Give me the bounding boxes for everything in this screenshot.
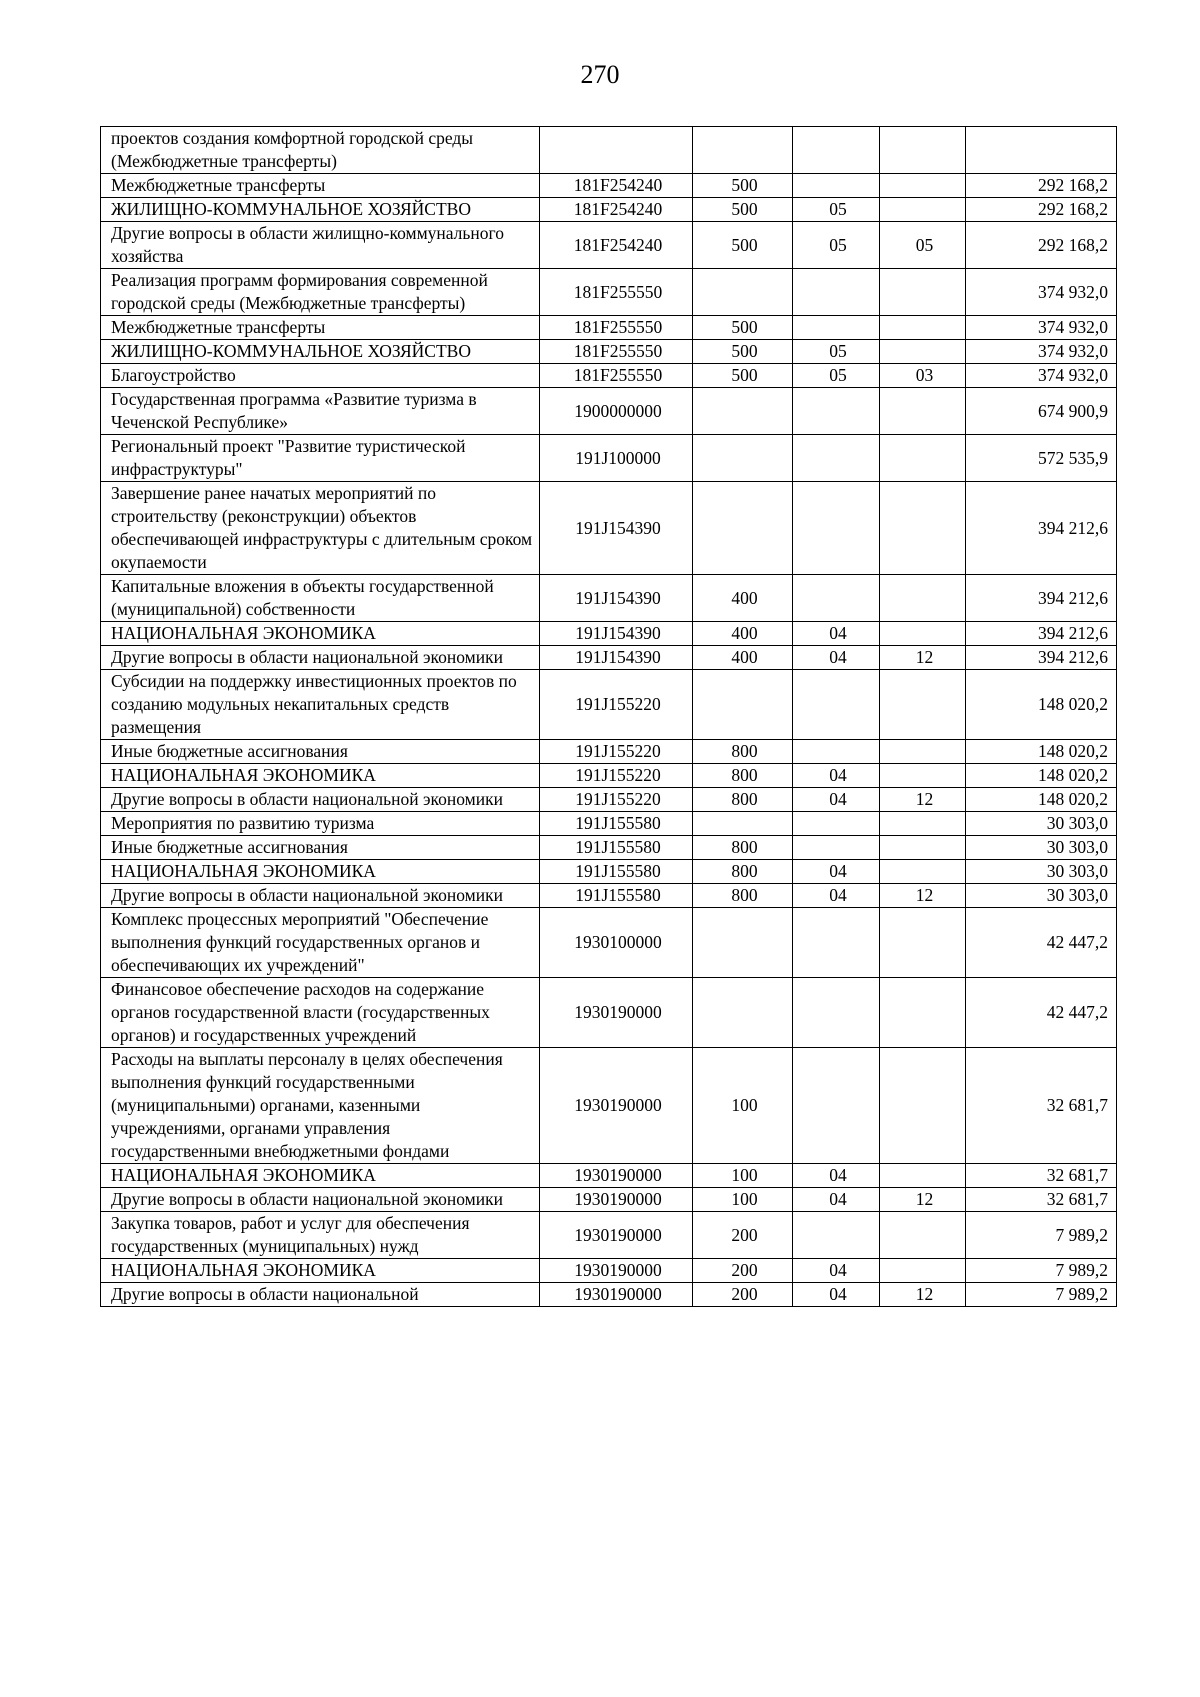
table-row bbox=[101, 198, 1117, 222]
row-pr bbox=[880, 482, 966, 575]
row-pr bbox=[880, 198, 966, 222]
row-vr bbox=[693, 978, 793, 1048]
row-vr bbox=[693, 812, 793, 836]
table-row bbox=[101, 222, 1117, 269]
row-code: 1930190000 bbox=[540, 1212, 693, 1259]
row-vr: 800 bbox=[693, 836, 793, 860]
row-rz bbox=[793, 740, 880, 764]
row-pr: 12 bbox=[880, 646, 966, 670]
row-sum: 32 681,7 bbox=[966, 1048, 1117, 1164]
row-pr bbox=[880, 836, 966, 860]
row-rz bbox=[793, 127, 880, 174]
row-sum: 394 212,6 bbox=[966, 622, 1117, 646]
row-sum: 572 535,9 bbox=[966, 435, 1117, 482]
row-pr bbox=[880, 1212, 966, 1259]
row-sum: 42 447,2 bbox=[966, 978, 1117, 1048]
row-sum: 7 989,2 bbox=[966, 1259, 1117, 1283]
row-sum: 7 989,2 bbox=[966, 1283, 1117, 1307]
row-vr: 800 bbox=[693, 788, 793, 812]
row-code: 181F254240 bbox=[540, 174, 693, 198]
row-sum: 148 020,2 bbox=[966, 788, 1117, 812]
row-code: 191J154390 bbox=[540, 482, 693, 575]
row-name: Другие вопросы в области жилищно-коммунального хозяйства bbox=[101, 222, 540, 269]
row-code: 181F254240 bbox=[540, 222, 693, 269]
row-rz: 05 bbox=[793, 198, 880, 222]
table-row bbox=[101, 174, 1117, 198]
row-vr bbox=[693, 269, 793, 316]
row-pr bbox=[880, 670, 966, 740]
table-row bbox=[101, 740, 1117, 764]
row-rz bbox=[793, 482, 880, 575]
row-vr: 500 bbox=[693, 364, 793, 388]
row-name: Реализация программ формирования современной городской среды (Межбюджетные трансферты) bbox=[101, 269, 540, 316]
row-rz: 05 bbox=[793, 340, 880, 364]
row-name: НАЦИОНАЛЬНАЯ ЭКОНОМИКА bbox=[101, 1259, 540, 1283]
row-name: Комплекс процессных мероприятий "Обеспечение выполнения функций государственных органов и обеспечивающих их учреждений" bbox=[101, 908, 540, 978]
row-vr: 800 bbox=[693, 860, 793, 884]
budget-table bbox=[100, 126, 1117, 1307]
row-pr bbox=[880, 174, 966, 198]
row-sum: 374 932,0 bbox=[966, 269, 1117, 316]
row-name: НАЦИОНАЛЬНАЯ ЭКОНОМИКА bbox=[101, 860, 540, 884]
page-number: 270 bbox=[580, 60, 620, 89]
row-rz: 05 bbox=[793, 222, 880, 269]
row-code: 181F255550 bbox=[540, 269, 693, 316]
row-name: Другие вопросы в области национальной экономики bbox=[101, 646, 540, 670]
row-pr bbox=[880, 764, 966, 788]
row-name: НАЦИОНАЛЬНАЯ ЭКОНОМИКА bbox=[101, 622, 540, 646]
row-rz: 04 bbox=[793, 622, 880, 646]
row-code: 181F255550 bbox=[540, 340, 693, 364]
row-rz bbox=[793, 316, 880, 340]
row-sum: 148 020,2 bbox=[966, 764, 1117, 788]
row-name: ЖИЛИЩНО-КОММУНАЛЬНОЕ ХОЗЯЙСТВО bbox=[101, 340, 540, 364]
row-code: 191J155580 bbox=[540, 812, 693, 836]
row-vr: 500 bbox=[693, 316, 793, 340]
row-code: 1930190000 bbox=[540, 1283, 693, 1307]
row-vr: 400 bbox=[693, 575, 793, 622]
row-sum: 30 303,0 bbox=[966, 884, 1117, 908]
row-rz bbox=[793, 836, 880, 860]
row-name: Региональный проект "Развитие туристической инфраструктуры" bbox=[101, 435, 540, 482]
row-vr: 200 bbox=[693, 1212, 793, 1259]
row-vr bbox=[693, 482, 793, 575]
row-vr: 800 bbox=[693, 740, 793, 764]
table-row bbox=[101, 670, 1117, 740]
row-pr: 12 bbox=[880, 1188, 966, 1212]
row-pr bbox=[880, 740, 966, 764]
row-name: Капитальные вложения в объекты государственной (муниципальной) собственности bbox=[101, 575, 540, 622]
row-sum: 674 900,9 bbox=[966, 388, 1117, 435]
row-vr: 400 bbox=[693, 646, 793, 670]
row-rz bbox=[793, 1048, 880, 1164]
row-sum: 394 212,6 bbox=[966, 575, 1117, 622]
table-row bbox=[101, 812, 1117, 836]
row-code: 191J155580 bbox=[540, 836, 693, 860]
table-row bbox=[101, 1283, 1117, 1307]
row-rz: 05 bbox=[793, 364, 880, 388]
row-name: ЖИЛИЩНО-КОММУНАЛЬНОЕ ХОЗЯЙСТВО bbox=[101, 198, 540, 222]
row-name: Межбюджетные трансферты bbox=[101, 316, 540, 340]
row-sum: 30 303,0 bbox=[966, 860, 1117, 884]
row-sum: 30 303,0 bbox=[966, 812, 1117, 836]
row-code: 191J155220 bbox=[540, 764, 693, 788]
row-pr bbox=[880, 316, 966, 340]
row-sum: 148 020,2 bbox=[966, 740, 1117, 764]
row-pr: 05 bbox=[880, 222, 966, 269]
row-code bbox=[540, 127, 693, 174]
table-row bbox=[101, 340, 1117, 364]
row-vr bbox=[693, 908, 793, 978]
table-row bbox=[101, 127, 1117, 174]
row-sum: 292 168,2 bbox=[966, 174, 1117, 198]
row-pr: 12 bbox=[880, 788, 966, 812]
row-code: 1930190000 bbox=[540, 978, 693, 1048]
row-vr: 400 bbox=[693, 622, 793, 646]
table-row bbox=[101, 1164, 1117, 1188]
table-row bbox=[101, 1048, 1117, 1164]
row-pr bbox=[880, 127, 966, 174]
row-code: 1930190000 bbox=[540, 1188, 693, 1212]
row-pr bbox=[880, 1048, 966, 1164]
row-name: Мероприятия по развитию туризма bbox=[101, 812, 540, 836]
row-code: 191J100000 bbox=[540, 435, 693, 482]
row-code: 1930190000 bbox=[540, 1048, 693, 1164]
table-row bbox=[101, 622, 1117, 646]
row-sum: 374 932,0 bbox=[966, 364, 1117, 388]
row-code: 191J154390 bbox=[540, 575, 693, 622]
row-vr: 800 bbox=[693, 884, 793, 908]
row-sum bbox=[966, 127, 1117, 174]
row-pr bbox=[880, 388, 966, 435]
row-pr bbox=[880, 269, 966, 316]
row-vr: 200 bbox=[693, 1259, 793, 1283]
row-name: Благоустройство bbox=[101, 364, 540, 388]
row-rz bbox=[793, 388, 880, 435]
row-rz bbox=[793, 1212, 880, 1259]
row-rz: 04 bbox=[793, 788, 880, 812]
table-row bbox=[101, 316, 1117, 340]
row-sum: 32 681,7 bbox=[966, 1164, 1117, 1188]
row-code: 181F255550 bbox=[540, 316, 693, 340]
row-rz bbox=[793, 269, 880, 316]
row-vr bbox=[693, 670, 793, 740]
row-name: Финансовое обеспечение расходов на содержание органов государственной власти (государственных органов) и государственных учреждений bbox=[101, 978, 540, 1048]
table-row bbox=[101, 575, 1117, 622]
row-rz bbox=[793, 435, 880, 482]
row-vr: 500 bbox=[693, 174, 793, 198]
row-rz: 04 bbox=[793, 1164, 880, 1188]
row-rz: 04 bbox=[793, 1283, 880, 1307]
row-sum: 32 681,7 bbox=[966, 1188, 1117, 1212]
row-rz bbox=[793, 575, 880, 622]
row-vr: 100 bbox=[693, 1164, 793, 1188]
row-name: Иные бюджетные ассигнования bbox=[101, 740, 540, 764]
row-rz: 04 bbox=[793, 646, 880, 670]
row-vr bbox=[693, 435, 793, 482]
table-row bbox=[101, 435, 1117, 482]
table-row bbox=[101, 1259, 1117, 1283]
row-vr: 500 bbox=[693, 340, 793, 364]
row-rz: 04 bbox=[793, 1259, 880, 1283]
row-sum: 374 932,0 bbox=[966, 340, 1117, 364]
row-vr: 200 bbox=[693, 1283, 793, 1307]
row-rz bbox=[793, 670, 880, 740]
row-pr bbox=[880, 1164, 966, 1188]
row-vr: 100 bbox=[693, 1188, 793, 1212]
row-rz: 04 bbox=[793, 884, 880, 908]
row-name: проектов создания комфортной городской среды (Межбюджетные трансферты) bbox=[101, 127, 540, 174]
row-code: 181F254240 bbox=[540, 198, 693, 222]
row-rz bbox=[793, 174, 880, 198]
row-vr: 500 bbox=[693, 222, 793, 269]
row-sum: 374 932,0 bbox=[966, 316, 1117, 340]
row-rz: 04 bbox=[793, 860, 880, 884]
table-row bbox=[101, 860, 1117, 884]
row-vr: 500 bbox=[693, 198, 793, 222]
row-name: Иные бюджетные ассигнования bbox=[101, 836, 540, 860]
row-pr: 12 bbox=[880, 1283, 966, 1307]
table-row bbox=[101, 482, 1117, 575]
table-row bbox=[101, 908, 1117, 978]
row-pr bbox=[880, 978, 966, 1048]
row-code: 191J155220 bbox=[540, 740, 693, 764]
row-pr: 03 bbox=[880, 364, 966, 388]
table-row bbox=[101, 884, 1117, 908]
row-code: 1930190000 bbox=[540, 1164, 693, 1188]
row-pr bbox=[880, 575, 966, 622]
row-rz: 04 bbox=[793, 764, 880, 788]
row-rz bbox=[793, 978, 880, 1048]
row-vr: 800 bbox=[693, 764, 793, 788]
row-code: 191J154390 bbox=[540, 622, 693, 646]
row-vr bbox=[693, 127, 793, 174]
row-pr bbox=[880, 1259, 966, 1283]
row-sum: 30 303,0 bbox=[966, 836, 1117, 860]
row-code: 191J155580 bbox=[540, 884, 693, 908]
table-row bbox=[101, 978, 1117, 1048]
row-code: 1930190000 bbox=[540, 1259, 693, 1283]
row-pr bbox=[880, 340, 966, 364]
row-name: Межбюджетные трансферты bbox=[101, 174, 540, 198]
row-name: НАЦИОНАЛЬНАЯ ЭКОНОМИКА bbox=[101, 1164, 540, 1188]
row-code: 191J155220 bbox=[540, 670, 693, 740]
row-code: 1930100000 bbox=[540, 908, 693, 978]
row-sum: 292 168,2 bbox=[966, 222, 1117, 269]
row-code: 1900000000 bbox=[540, 388, 693, 435]
table-row bbox=[101, 764, 1117, 788]
row-name: НАЦИОНАЛЬНАЯ ЭКОНОМИКА bbox=[101, 764, 540, 788]
table-row bbox=[101, 836, 1117, 860]
table-row bbox=[101, 1212, 1117, 1259]
row-sum: 292 168,2 bbox=[966, 198, 1117, 222]
row-sum: 394 212,6 bbox=[966, 482, 1117, 575]
row-code: 191J155220 bbox=[540, 788, 693, 812]
row-pr bbox=[880, 435, 966, 482]
row-vr bbox=[693, 388, 793, 435]
row-name: Закупка товаров, работ и услуг для обеспечения государственных (муниципальных) нужд bbox=[101, 1212, 540, 1259]
table-row bbox=[101, 364, 1117, 388]
table-row bbox=[101, 269, 1117, 316]
row-sum: 42 447,2 bbox=[966, 908, 1117, 978]
row-vr: 100 bbox=[693, 1048, 793, 1164]
row-name: Расходы на выплаты персоналу в целях обеспечения выполнения функций государственными (муниципальными) органами, казенными учреждениями, органами управления государственными внебюджетными фондами bbox=[101, 1048, 540, 1164]
row-sum: 148 020,2 bbox=[966, 670, 1117, 740]
row-name: Субсидии на поддержку инвестиционных проектов по созданию модульных некапитальных средств размещения bbox=[101, 670, 540, 740]
row-rz: 04 bbox=[793, 1188, 880, 1212]
row-name: Завершение ранее начатых мероприятий по строительству (реконструкции) объектов обеспечивающей инфраструктуры с длительным сроком окупаемости bbox=[101, 482, 540, 575]
row-name: Другие вопросы в области национальной экономики bbox=[101, 788, 540, 812]
row-sum: 394 212,6 bbox=[966, 646, 1117, 670]
row-pr bbox=[880, 860, 966, 884]
row-pr bbox=[880, 908, 966, 978]
budget-table-body bbox=[101, 127, 1117, 1307]
row-code: 191J154390 bbox=[540, 646, 693, 670]
table-row bbox=[101, 388, 1117, 435]
row-code: 191J155580 bbox=[540, 860, 693, 884]
row-name: Другие вопросы в области национальной экономики bbox=[101, 1188, 540, 1212]
row-code: 181F255550 bbox=[540, 364, 693, 388]
row-name: Другие вопросы в области национальной bbox=[101, 1283, 540, 1307]
row-pr bbox=[880, 622, 966, 646]
row-name: Государственная программа «Развитие туризма в Чеченской Республике» bbox=[101, 388, 540, 435]
table-row bbox=[101, 1188, 1117, 1212]
row-pr bbox=[880, 812, 966, 836]
row-pr: 12 bbox=[880, 884, 966, 908]
row-name: Другие вопросы в области национальной экономики bbox=[101, 884, 540, 908]
row-sum: 7 989,2 bbox=[966, 1212, 1117, 1259]
row-rz bbox=[793, 908, 880, 978]
row-rz bbox=[793, 812, 880, 836]
table-row bbox=[101, 788, 1117, 812]
table-row bbox=[101, 646, 1117, 670]
